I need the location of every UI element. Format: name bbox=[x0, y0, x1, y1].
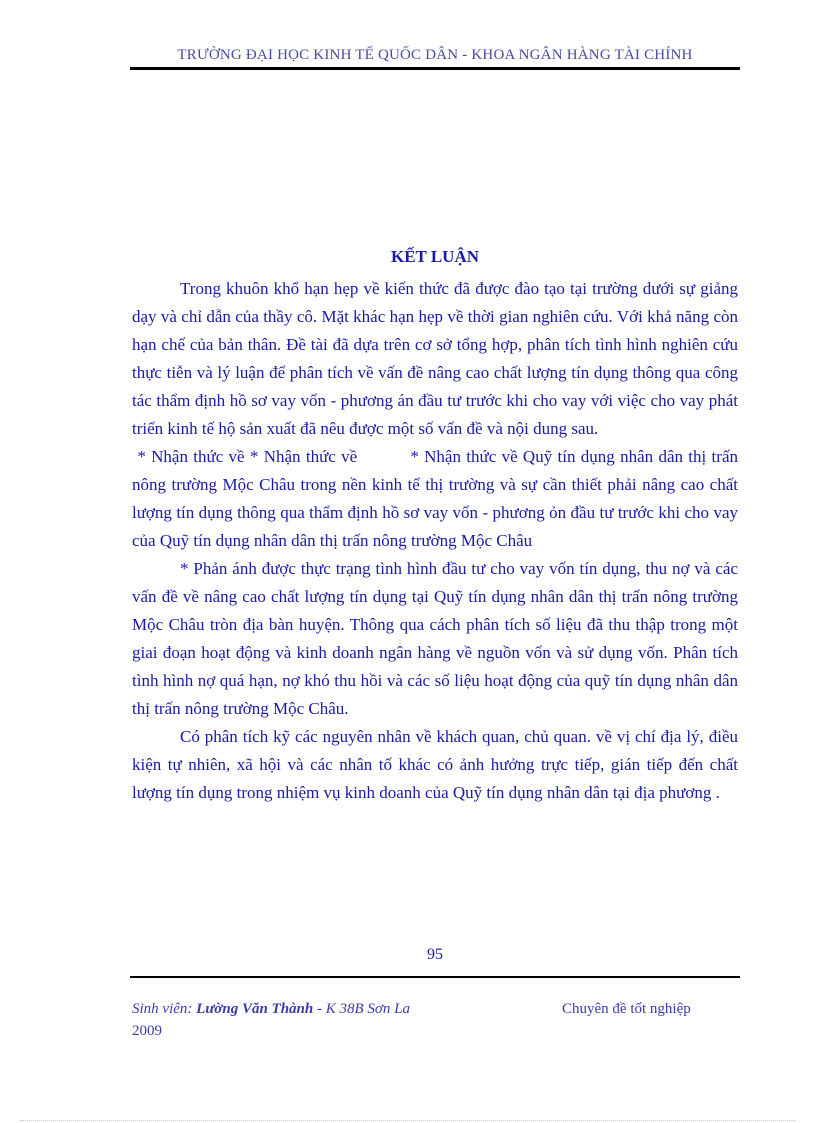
footer-student bbox=[132, 998, 492, 1042]
page-header: TRƯỜNG ĐẠI HỌC KINH TẾ QUỐC DÂN - KHOA NGÂN HÀNG TÀI CHÍNH bbox=[177, 47, 693, 63]
header-divider bbox=[130, 67, 740, 70]
paragraph-reflection: * Phản ánh được thực trạng tình hình đầu tư cho vay vốn tín dụng, thu nợ và các vấn đề về nâng cao chất lượng tín dụng tại Quỹ tín dụng nhân dân thị trấn nông trường Mộc Châu tròn địa bàn huyện. Thông qua cách phân tích số liệu đã thu thập trong một giai đoạn hoạt động và kinh doanh ngân hàng về nguồn vốn và sử dụng vốn. Phân tích tình hình nợ quá hạn, nợ khó thu hồi và các số liệu hoạt động của quỹ tín dụng nhân dân thị trấn nông trường Mộc Châu. bbox=[132, 559, 738, 718]
page-number: 95 bbox=[427, 946, 443, 963]
paragraph-awareness: * Nhận thức về * Nhận thức về * Nhận thức về Quỹ tín dụng nhân dân thị trấn nông trường Mộc Châu trong nền kinh tế thị trường và sự cần thiết phải nâng cao chất lượng tín dụng thông qua thẩm định hồ sơ vay vốn - phương ỏn đầu tư trước khi cho vay của Quỹ tín dụng nhân dân thị trấn nông trường Mộc Châu bbox=[132, 447, 743, 550]
paragraph-intro: Trong khuôn khổ hạn hẹp về kiến thức đã được đào tạo tại trường dưới sự giảng dạy và chỉ dẫn của thầy cô. Mặt khác hạn hẹp về thời gian nghiên cứu. Với khả năng còn hạn chế của bản thân. Đề tài đã dựa trên cơ sở tổng hợp, phân tích tình hình nghiên cứu thực tiễn và lý luận để phân tích về vấn đề nâng cao chất lượng tín dụng thông qua công tác thẩm định hồ sơ vay vốn - phương án đầu tư trước khi cho vay với việc cho vay phát triển kinh tế hộ sản xuất đã nêu được một số vấn đề và nội dung sau. bbox=[132, 279, 738, 438]
footer-year: 2009 bbox=[132, 1023, 162, 1039]
footer-student-name: Lường Văn Thành bbox=[196, 1001, 314, 1017]
footer-divider bbox=[130, 976, 740, 978]
footer-document-type: Chuyên đề tốt nghiệp bbox=[562, 1001, 691, 1017]
paragraph-analysis: Có phân tích kỹ các nguyên nhân về khách quan, chủ quan. về vị chí địa lý, điều kiện tự nhiên, xã hội và các nhân tố khác có ảnh hưởng trực tiếp, gián tiếp đến chất lượng tín dụng trong nhiệm vụ kinh doanh của Quỹ tín dụng nhân dân tại địa phương . bbox=[132, 727, 738, 802]
page-bottom-edge bbox=[20, 1120, 796, 1121]
footer-class-info: - K 38B Sơn La bbox=[316, 1001, 410, 1017]
body-text bbox=[132, 275, 743, 807]
section-title: KẾT LUẬN bbox=[390, 247, 479, 266]
footer-label: Sinh viên: bbox=[132, 1001, 193, 1017]
